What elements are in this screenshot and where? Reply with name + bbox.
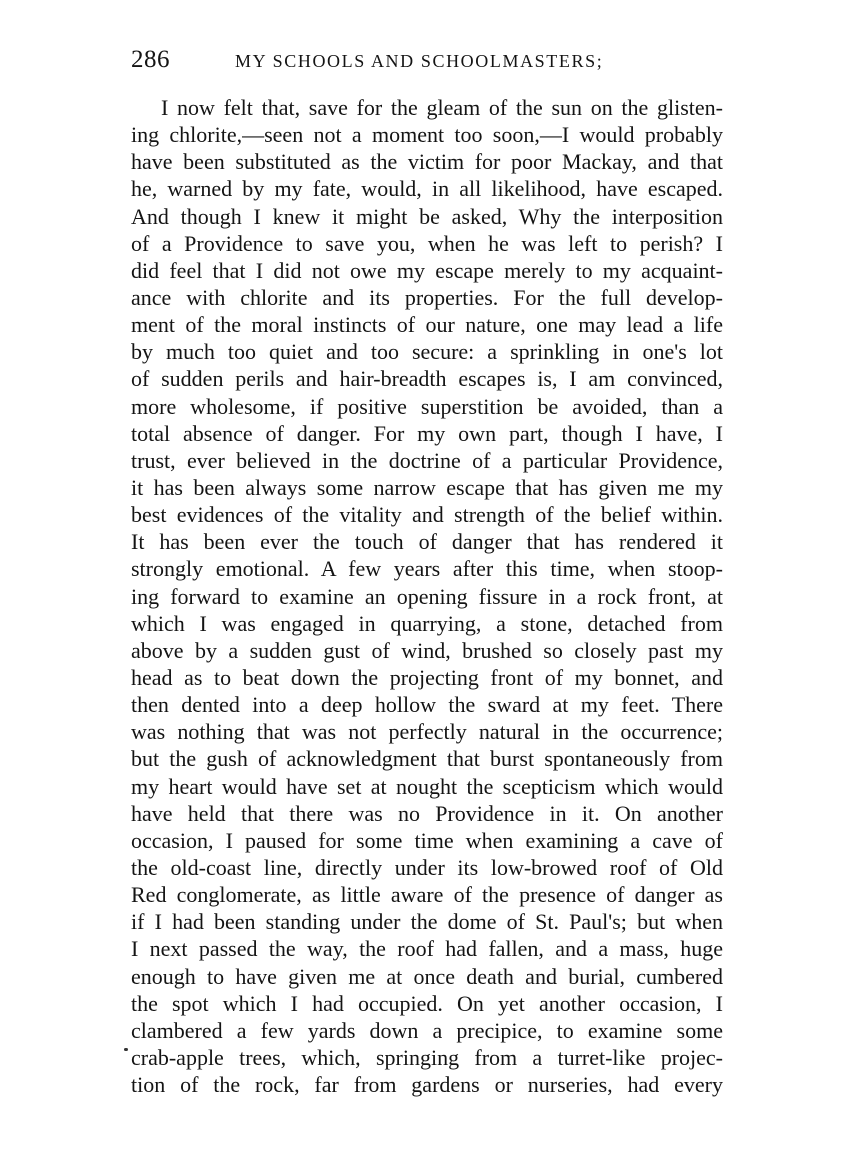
text-line: have been substituted as the victim for poor Mackay, and that <box>131 149 723 175</box>
text-line: then dented into a deep hollow the sward at my feet. There <box>131 692 723 718</box>
text-line: ance with chlorite and its properties. For the full develop- <box>131 284 723 310</box>
text-line: It has been ever the touch of danger that has rendered it <box>131 529 723 555</box>
text-line: strongly emotional. A few years after this time, when stoop- <box>131 556 723 582</box>
text-line: have held that there was no Providence in it. On another <box>131 800 723 826</box>
text-line: total absence of danger. For my own part, though I have, I <box>131 420 723 446</box>
text-line: it has been always some narrow escape that has given me my <box>131 474 723 500</box>
text-line: tion of the rock, far from gardens or nurseries, had every <box>131 1072 723 1098</box>
text-line: the old-coast line, directly under its low-browed roof of Old <box>131 854 723 880</box>
text-line: was nothing that was not perfectly natural in the occurrence; <box>131 719 723 745</box>
text-line: ment of the moral instincts of our nature, one may lead a life <box>131 312 723 338</box>
text-line: did feel that I did not owe my escape merely to my acquaint- <box>131 257 723 283</box>
text-line: ing forward to examine an opening fissure in a rock front, at <box>131 583 723 609</box>
running-title: MY SCHOOLS AND SCHOOLMASTERS; <box>235 51 604 71</box>
text-line: if I had been standing under the dome of St. Paul's; but when <box>131 909 723 935</box>
text-line: crab-apple trees, which, springing from a turret-like projec- <box>131 1044 723 1070</box>
text-line: my heart would have set at nought the scepticism which would <box>131 773 723 799</box>
text-line: best evidences of the vitality and strength of the belief within. <box>131 502 723 528</box>
text-line: ing chlorite,—seen not a moment too soon,—I would probably <box>131 122 723 148</box>
text-line: I now felt that, save for the gleam of the sun on the glisten- <box>161 95 723 120</box>
text-line: occasion, I paused for some time when examining a cave of <box>131 827 723 853</box>
text-line: which I was engaged in quarrying, a stone, detached from <box>131 610 723 636</box>
text-line: I next passed the way, the roof had fallen, and a mass, huge <box>131 936 723 962</box>
text-line: clambered a few yards down a precipice, to examine some <box>131 1017 723 1043</box>
text-line: above by a sudden gust of wind, brushed so closely past my <box>131 637 723 663</box>
text-line: more wholesome, if positive superstition be avoided, than a <box>131 393 723 419</box>
running-head <box>131 44 731 78</box>
page-number: 286 <box>131 46 170 73</box>
text-line: he, warned by my fate, would, in all likelihood, have escaped. <box>131 176 723 202</box>
text-line: of sudden perils and hair-breadth escapes is, I am convinced, <box>131 366 723 392</box>
text-line: trust, ever believed in the doctrine of a particular Providence, <box>131 447 723 473</box>
text-line: head as to beat down the projecting front of my bonnet, and <box>131 664 723 690</box>
text-line: And though I knew it might be asked, Why the interposition <box>131 203 723 229</box>
text-line: enough to have given me at once death and burial, cumbered <box>131 963 723 989</box>
text-line: by much too quiet and too secure: a sprinkling in one's lot <box>131 339 723 365</box>
text-line: the spot which I had occupied. On yet another occasion, I <box>131 990 723 1016</box>
text-line: of a Providence to save you, when he was left to perish? I <box>131 230 723 256</box>
text-line: Red conglomerate, as little aware of the presence of danger as <box>131 882 723 908</box>
print-speck <box>124 1048 128 1051</box>
body-text <box>131 94 723 1098</box>
text-line: but the gush of acknowledgment that burst spontaneously from <box>131 746 723 772</box>
